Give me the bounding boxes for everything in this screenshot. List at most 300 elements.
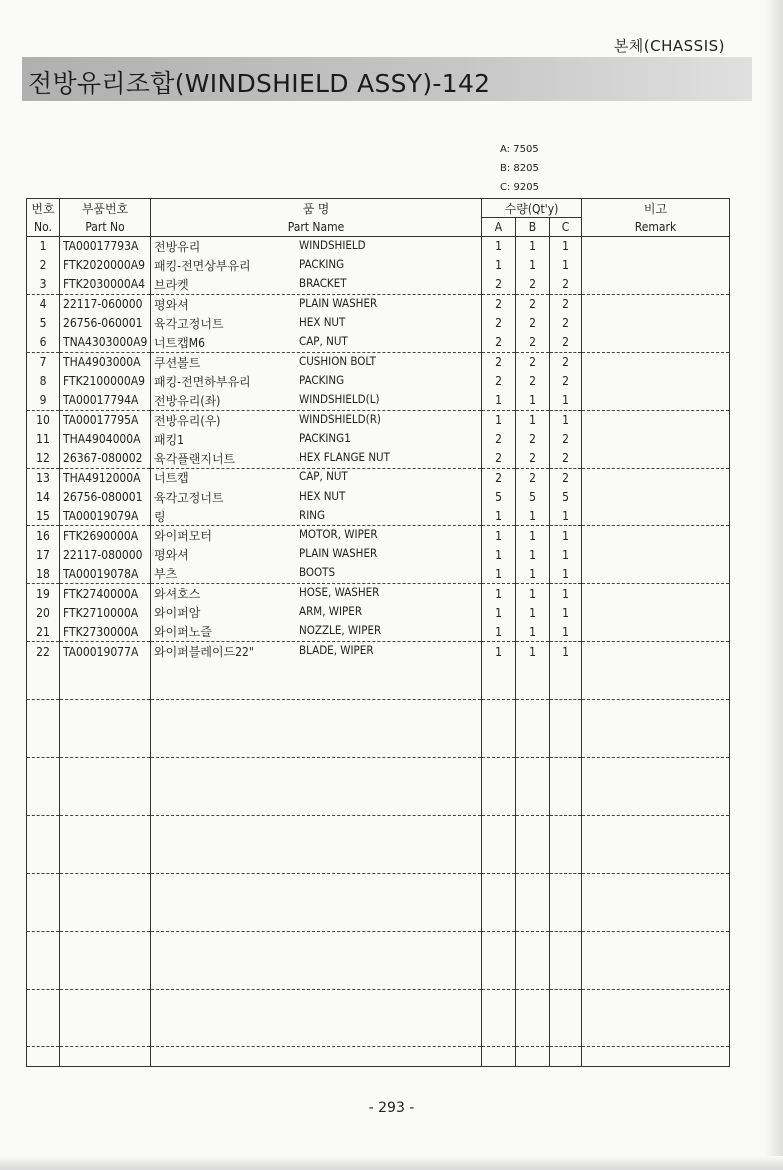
part-name-en: BRACKET [299, 275, 347, 290]
blank-cell [582, 893, 730, 912]
col-remark-en: Remark [582, 218, 730, 237]
blank-cell [582, 738, 730, 757]
variant-c: C: 9205 [500, 182, 539, 193]
part-name-kr: 육각플랜지너트 [154, 451, 236, 466]
qty-c: 1 [550, 410, 582, 429]
blank-row [27, 854, 730, 873]
part-name [151, 565, 482, 584]
blank-cell [27, 796, 60, 815]
qty-c: 2 [550, 429, 582, 448]
blank-cell [482, 931, 516, 950]
table-row [27, 410, 730, 429]
remark-cell [582, 603, 730, 622]
blank-cell [60, 854, 151, 873]
qty-c: 2 [550, 468, 582, 487]
blank-cell [60, 1008, 151, 1027]
blank-cell [516, 950, 550, 969]
part-name [151, 507, 482, 526]
blank-cell [482, 680, 516, 699]
qty-c: 1 [550, 526, 582, 545]
blank-cell [60, 680, 151, 699]
part-number: 26367-080002 [60, 449, 151, 468]
item-number: 5 [27, 314, 60, 333]
part-name-kr: 와이퍼모터 [154, 529, 212, 544]
blank-cell [482, 835, 516, 854]
qty-b: 5 [516, 487, 550, 506]
blank-cell [550, 854, 582, 873]
item-number: 21 [27, 622, 60, 641]
part-name-en: BOOTS [299, 565, 336, 580]
part-name-kr: 전방유리(우) [154, 413, 221, 428]
blank-cell [550, 1008, 582, 1027]
part-name [151, 526, 482, 545]
qty-b: 1 [516, 237, 550, 256]
blank-cell [27, 1008, 60, 1027]
blank-cell [151, 873, 482, 892]
part-name [151, 256, 482, 275]
part-number: FTK2100000A9 [60, 372, 151, 391]
qty-c: 1 [550, 622, 582, 641]
blank-cell [27, 1047, 60, 1066]
remark-cell [582, 314, 730, 333]
item-number: 9 [27, 391, 60, 410]
blank-row [27, 680, 730, 699]
remark-cell [582, 622, 730, 641]
part-number: FTK2690000A [60, 526, 151, 545]
blank-cell [27, 893, 60, 912]
blank-cell [60, 873, 151, 892]
blank-cell [27, 700, 60, 719]
part-name-en: CUSHION BOLT [299, 353, 376, 368]
blank-cell [582, 950, 730, 969]
blank-cell [151, 700, 482, 719]
variant-b: B: 8205 [500, 163, 539, 174]
qty-b: 1 [516, 526, 550, 545]
qty-c: 2 [550, 372, 582, 391]
blank-cell [550, 989, 582, 1008]
part-number: THA4904000A [60, 429, 151, 448]
part-number: 22117-060000 [60, 294, 151, 313]
blank-cell [151, 1028, 482, 1047]
blank-cell [151, 893, 482, 912]
remark-cell [582, 545, 730, 564]
blank-row [27, 796, 730, 815]
blank-row [27, 719, 730, 738]
item-number: 19 [27, 584, 60, 603]
qty-a: 1 [482, 584, 516, 603]
blank-cell [27, 758, 60, 777]
table-row [27, 372, 730, 391]
part-name-kr: 패킹-전면하부유리 [154, 374, 251, 389]
col-name-kr: 품 명 [151, 199, 482, 218]
remark-cell [582, 449, 730, 468]
col-no-kr: 번호 [27, 199, 60, 218]
blank-row [27, 950, 730, 969]
blank-cell [516, 738, 550, 757]
qty-b: 2 [516, 429, 550, 448]
table-row [27, 256, 730, 275]
item-number: 1 [27, 237, 60, 256]
part-name [151, 314, 482, 333]
blank-cell [27, 835, 60, 854]
blank-cell [60, 719, 151, 738]
part-name-kr: 육각고정너트 [154, 490, 224, 505]
blank-cell [550, 893, 582, 912]
qty-c: 2 [550, 314, 582, 333]
part-name-en: PACKING1 [299, 430, 351, 445]
blank-cell [550, 661, 582, 680]
remark-cell [582, 237, 730, 256]
blank-cell [582, 931, 730, 950]
table-row [27, 584, 730, 603]
part-name [151, 391, 482, 410]
qty-b: 2 [516, 449, 550, 468]
part-name [151, 622, 482, 641]
blank-cell [151, 989, 482, 1008]
blank-cell [582, 1047, 730, 1066]
table-row [27, 429, 730, 448]
qty-a: 1 [482, 410, 516, 429]
blank-cell [582, 854, 730, 873]
part-number: FTK2030000A4 [60, 275, 151, 294]
part-name [151, 642, 482, 661]
qty-a: 1 [482, 391, 516, 410]
part-name [151, 237, 482, 256]
item-number: 22 [27, 642, 60, 661]
qty-c: 1 [550, 565, 582, 584]
blank-cell [151, 738, 482, 757]
blank-cell [550, 970, 582, 989]
part-number: THA4903000A [60, 352, 151, 371]
blank-cell [482, 873, 516, 892]
blank-cell [482, 854, 516, 873]
qty-b: 1 [516, 622, 550, 641]
qty-a: 1 [482, 237, 516, 256]
blank-cell [151, 661, 482, 680]
blank-cell [27, 661, 60, 680]
part-name-en: HEX NUT [299, 314, 346, 329]
blank-cell [582, 680, 730, 699]
qty-c: 2 [550, 275, 582, 294]
part-name-kr: 전방유리 [154, 239, 201, 254]
part-name [151, 275, 482, 294]
remark-cell [582, 565, 730, 584]
part-number: TA00019077A [60, 642, 151, 661]
part-name-kr: 와이퍼노즐 [154, 625, 212, 640]
blank-row [27, 661, 730, 680]
qty-c: 2 [550, 333, 582, 352]
blank-cell [516, 758, 550, 777]
blank-cell [151, 1008, 482, 1027]
blank-row [27, 738, 730, 757]
remark-cell [582, 410, 730, 429]
part-name [151, 545, 482, 564]
part-name-en: RING [299, 507, 325, 522]
table-row [27, 622, 730, 641]
blank-cell [60, 1028, 151, 1047]
blank-row [27, 873, 730, 892]
remark-cell [582, 333, 730, 352]
blank-row [27, 758, 730, 777]
blank-cell [27, 873, 60, 892]
blank-row [27, 1008, 730, 1027]
blank-cell [516, 1047, 550, 1066]
blank-cell [582, 758, 730, 777]
blank-cell [550, 950, 582, 969]
blank-cell [482, 970, 516, 989]
parts-rows [27, 237, 730, 1067]
table-row [27, 391, 730, 410]
blank-cell [582, 1028, 730, 1047]
item-number: 7 [27, 352, 60, 371]
blank-cell [27, 970, 60, 989]
blank-cell [582, 873, 730, 892]
qty-c: 1 [550, 256, 582, 275]
page-right-edge [765, 0, 783, 1170]
remark-cell [582, 526, 730, 545]
part-number: THA4912000A [60, 468, 151, 487]
blank-cell [550, 680, 582, 699]
part-name-kr: 육각고정너트 [154, 316, 224, 331]
blank-cell [550, 912, 582, 931]
qty-b: 1 [516, 256, 550, 275]
blank-cell [582, 912, 730, 931]
table-row [27, 314, 730, 333]
part-number: TA00019078A [60, 565, 151, 584]
part-name [151, 352, 482, 371]
blank-cell [516, 719, 550, 738]
blank-row [27, 912, 730, 931]
table-row [27, 333, 730, 352]
qty-b: 2 [516, 275, 550, 294]
blank-row [27, 1047, 730, 1066]
remark-cell [582, 391, 730, 410]
part-name [151, 410, 482, 429]
blank-cell [151, 854, 482, 873]
remark-cell [582, 642, 730, 661]
part-name-kr: 평와셔 [154, 297, 189, 312]
blank-cell [550, 758, 582, 777]
part-name [151, 468, 482, 487]
blank-cell [516, 835, 550, 854]
blank-cell [582, 815, 730, 834]
blank-cell [516, 970, 550, 989]
col-qty-b: B [516, 218, 550, 237]
blank-cell [151, 815, 482, 834]
blank-cell [582, 835, 730, 854]
qty-b: 1 [516, 545, 550, 564]
blank-cell [60, 835, 151, 854]
part-name-kr: 쿠션볼트 [154, 355, 201, 370]
blank-cell [482, 777, 516, 796]
blank-cell [516, 931, 550, 950]
item-number: 3 [27, 275, 60, 294]
part-name [151, 372, 482, 391]
item-number: 16 [27, 526, 60, 545]
part-name-en: ARM, WIPER [299, 604, 363, 619]
qty-b: 2 [516, 468, 550, 487]
blank-cell [60, 912, 151, 931]
page-bottom-edge [0, 1156, 783, 1170]
qty-b: 1 [516, 410, 550, 429]
part-name-kr: 와셔호스 [154, 587, 201, 602]
item-number: 12 [27, 449, 60, 468]
blank-cell [60, 661, 151, 680]
blank-cell [482, 1047, 516, 1066]
blank-cell [151, 931, 482, 950]
item-number: 11 [27, 429, 60, 448]
table-row [27, 642, 730, 661]
remark-cell [582, 352, 730, 371]
part-name-en: CAP, NUT [299, 469, 348, 484]
part-name-en: BLADE, WIPER [299, 643, 374, 658]
qty-b: 1 [516, 642, 550, 661]
item-number: 15 [27, 507, 60, 526]
blank-cell [151, 758, 482, 777]
part-name [151, 584, 482, 603]
blank-cell [27, 815, 60, 834]
part-name-en: CAP, NUT [299, 333, 348, 348]
blank-cell [60, 758, 151, 777]
qty-a: 1 [482, 565, 516, 584]
item-number: 4 [27, 294, 60, 313]
table-row [27, 545, 730, 564]
part-name-en: WINDSHIELD(R) [299, 411, 381, 426]
table-row [27, 468, 730, 487]
part-name [151, 333, 482, 352]
qty-a: 1 [482, 526, 516, 545]
part-name-kr: 너트캡M6 [154, 335, 205, 350]
blank-cell [482, 1008, 516, 1027]
part-name-en: HEX FLANGE NUT [299, 449, 390, 464]
part-name-kr: 링 [154, 509, 166, 524]
part-name-en: PLAIN WASHER [299, 295, 378, 310]
blank-cell [582, 796, 730, 815]
blank-cell [550, 873, 582, 892]
blank-cell [60, 931, 151, 950]
blank-cell [516, 661, 550, 680]
col-name-en: Part Name [151, 218, 482, 237]
qty-c: 2 [550, 352, 582, 371]
blank-cell [550, 719, 582, 738]
part-name-en: HEX NUT [299, 488, 346, 503]
qty-a: 1 [482, 545, 516, 564]
qty-c: 1 [550, 642, 582, 661]
qty-a: 2 [482, 314, 516, 333]
part-name-en: MOTOR, WIPER [299, 527, 378, 542]
blank-cell [27, 738, 60, 757]
table-row [27, 275, 730, 294]
blank-cell [516, 912, 550, 931]
qty-c: 1 [550, 391, 582, 410]
item-number: 6 [27, 333, 60, 352]
blank-row [27, 835, 730, 854]
blank-cell [582, 661, 730, 680]
item-number: 2 [27, 256, 60, 275]
blank-cell [27, 719, 60, 738]
blank-cell [516, 873, 550, 892]
qty-c: 1 [550, 545, 582, 564]
variant-a: A: 7505 [500, 144, 539, 155]
blank-row [27, 893, 730, 912]
part-name-kr: 전방유리(좌) [154, 393, 221, 408]
blank-cell [482, 815, 516, 834]
blank-cell [482, 738, 516, 757]
blank-row [27, 700, 730, 719]
part-name-en: PACKING [299, 372, 345, 387]
blank-cell [27, 680, 60, 699]
blank-row [27, 815, 730, 834]
blank-cell [482, 893, 516, 912]
part-name-kr: 와이퍼암 [154, 606, 201, 621]
col-qty-kr: 수량(Qt'y) [482, 199, 582, 218]
blank-cell [550, 700, 582, 719]
part-name-kr: 평와셔 [154, 548, 189, 563]
blank-cell [27, 989, 60, 1008]
blank-cell [516, 1008, 550, 1027]
blank-cell [60, 738, 151, 757]
part-name-en: NOZZLE, WIPER [299, 623, 382, 638]
blank-cell [482, 989, 516, 1008]
part-name-kr: 패킹1 [154, 432, 185, 447]
qty-a: 2 [482, 372, 516, 391]
part-number: FTK2020000A9 [60, 256, 151, 275]
part-number: FTK2730000A [60, 622, 151, 641]
blank-cell [60, 815, 151, 834]
blank-cell [60, 700, 151, 719]
blank-cell [550, 796, 582, 815]
col-remark-kr: 비고 [582, 199, 730, 218]
blank-cell [482, 661, 516, 680]
col-part-en: Part No [60, 218, 151, 237]
qty-b: 2 [516, 333, 550, 352]
blank-cell [516, 700, 550, 719]
part-number: 26756-080001 [60, 487, 151, 506]
blank-cell [60, 777, 151, 796]
qty-a: 2 [482, 468, 516, 487]
qty-c: 1 [550, 237, 582, 256]
remark-cell [582, 256, 730, 275]
part-name [151, 487, 482, 506]
item-number: 13 [27, 468, 60, 487]
blank-cell [582, 989, 730, 1008]
blank-cell [27, 1028, 60, 1047]
blank-cell [151, 680, 482, 699]
part-name [151, 449, 482, 468]
table-row [27, 294, 730, 313]
blank-cell [516, 680, 550, 699]
qty-b: 2 [516, 294, 550, 313]
blank-cell [27, 912, 60, 931]
blank-cell [550, 815, 582, 834]
qty-a: 2 [482, 275, 516, 294]
blank-cell [151, 796, 482, 815]
qty-b: 1 [516, 507, 550, 526]
qty-a: 2 [482, 294, 516, 313]
item-number: 8 [27, 372, 60, 391]
qty-b: 1 [516, 603, 550, 622]
qty-c: 1 [550, 603, 582, 622]
blank-cell [151, 835, 482, 854]
blank-cell [516, 989, 550, 1008]
blank-cell [482, 796, 516, 815]
blank-cell [550, 931, 582, 950]
page-title: 전방유리조합(WINDSHIELD ASSY)-142 [28, 69, 491, 98]
qty-a: 2 [482, 429, 516, 448]
blank-cell [60, 950, 151, 969]
remark-cell [582, 275, 730, 294]
blank-cell [516, 893, 550, 912]
